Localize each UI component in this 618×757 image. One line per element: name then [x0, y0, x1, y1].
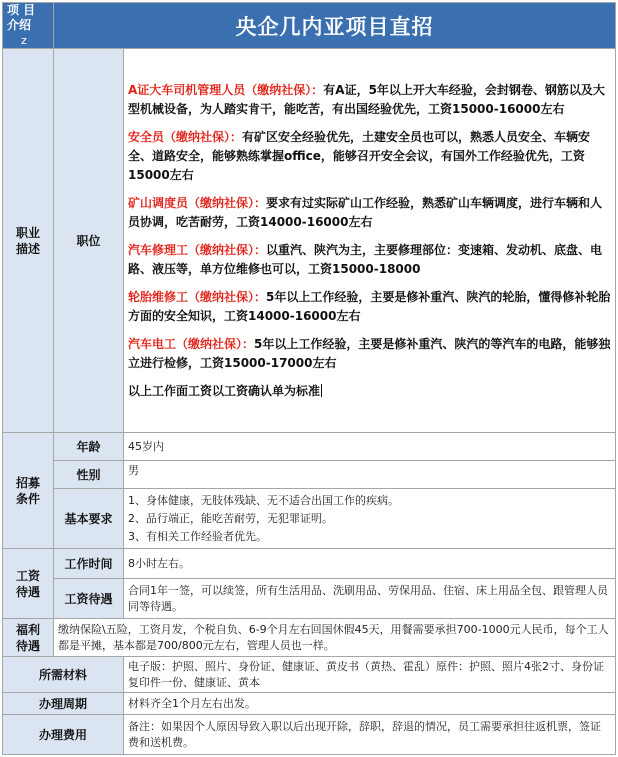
gender-value: 男 [124, 461, 616, 489]
cycle-row [3, 693, 616, 715]
header-left-cell [3, 3, 54, 49]
salary-footnote-text: 以上工作面工资以工资确认单为标准 [128, 383, 321, 398]
position-label: 职位 [54, 49, 124, 433]
welfare-row [3, 619, 616, 657]
job-desc: 5年以上工作经验，主要是修补重汽、陕汽的轮胎，懂得修补轮胎方面的安全知识，工资14000-16000左右 [128, 289, 611, 323]
job-desc: 有A证，5年以上开大车经验，会封钢卷、钢筋以及大型机械设备，为人踏实肯干，能吃苦，有出国经验优先，工资15000-16000左右 [128, 82, 605, 116]
job-title: 安全员（缴纳社保）： [128, 129, 243, 144]
work-hours-value: 8小时左右。 [124, 549, 616, 579]
welfare-value: 缴纳保险\五险，工资月发，个税自负、6-9个月左右回国休假45天，用餐需要承担700-1000元人民币，每个工人都是平摊，基本都是700/800元左右，管理人员也一样。 [54, 619, 616, 657]
recruit-label-line1: 招募 [15, 475, 40, 490]
job-item [128, 241, 611, 279]
job-item [128, 128, 611, 185]
job-desc: 要求有过实际矿山工作经验，熟悉矿山车辆调度，进行车辆和人员协调，吃苦耐劳，工资14000-16000左右 [128, 195, 603, 229]
fees-row [3, 715, 616, 755]
requirement-item: 3、有相关工作经验者优先。 [128, 529, 267, 543]
cycle-value: 材料齐全1个月左右出发。 [124, 693, 616, 715]
job-title: 轮胎维修工（缴纳社保）： [128, 289, 267, 304]
age-value: 45岁内 [124, 433, 616, 461]
page-title: 央企几内亚项目直招 [54, 3, 616, 49]
job-title: 汽车修理工（缴纳社保）： [128, 242, 267, 257]
job-section-label-line2: 描述 [15, 241, 40, 256]
salary-treatment-row [3, 579, 616, 619]
header-left-mark: z [21, 34, 27, 47]
fees-value: 备注：如果因个人原因导致入职以后出现开除，辞职，辞退的情况，员工需要承担往返机票，签证费和送机费。 [124, 715, 616, 755]
job-item [128, 81, 611, 119]
basic-requirements [124, 489, 616, 549]
gender-label: 性别 [54, 461, 124, 489]
materials-value: 电子版：护照、照片、身份证、健康证、黄皮书（黄热、霍乱）原件：护照、照片4张2寸、身份证复印件一份、健康证、黄本 [124, 657, 616, 693]
salary-label [3, 549, 54, 619]
job-item [128, 194, 611, 232]
recruit-gender-row [3, 461, 616, 489]
header-left-line2: 介绍 [7, 18, 32, 32]
job-title: 汽车电工（缴纳社保）： [128, 336, 255, 351]
work-hours-label: 工作时间 [54, 549, 124, 579]
job-descriptions [124, 49, 616, 433]
salary-footnote [128, 382, 611, 401]
job-desc: 以重汽、陕汽为主，主要修理部位：变速箱、发动机、底盘、电路、液压等，单方位维修也可以，工资15000-18000 [128, 242, 603, 276]
salary-label-line1: 工资 [15, 568, 40, 583]
recruit-label-line2: 条件 [15, 491, 40, 506]
job-title: 矿山调度员（缴纳社保）： [128, 195, 267, 210]
welfare-label-line1: 福利 [15, 622, 40, 637]
welfare-label-line2: 待遇 [15, 638, 40, 653]
recruit-basic-row [3, 489, 616, 549]
job-item [128, 335, 611, 373]
cycle-label: 办理周期 [3, 693, 124, 715]
job-desc: 5年以上工作经验，主要是修补重汽、陕汽的等汽车的电路，能够独立进行检修，工资15000-17000左右 [128, 336, 611, 370]
text-cursor [321, 384, 322, 397]
recruit-label [3, 433, 54, 549]
header-left-line1: 项 目 [7, 3, 36, 17]
materials-label: 所需材料 [3, 657, 124, 693]
treatment-value: 合同1年一签，可以续签，所有生活用品、洗刷用品、劳保用品、住宿、床上用品全包、跟管理人员同等待遇。 [124, 579, 616, 619]
salary-label-line2: 待遇 [15, 584, 40, 599]
fees-label: 办理费用 [3, 715, 124, 755]
job-section-label [3, 49, 54, 433]
requirement-item: 2、品行端正，能吃苦耐劳，无犯罪证明。 [128, 511, 333, 525]
job-item [128, 288, 611, 326]
requirement-item: 1、身体健康，无肢体残缺、无不适合出国工作的疾病。 [128, 493, 399, 507]
job-title: A证大车司机管理人员（缴纳社保）： [128, 82, 324, 97]
welfare-label [3, 619, 54, 657]
materials-row [3, 657, 616, 693]
salary-hours-row [3, 549, 616, 579]
job-posting-table [2, 2, 616, 755]
job-row [3, 49, 616, 433]
treatment-label: 工资待遇 [54, 579, 124, 619]
header-row [3, 3, 616, 49]
basic-requirements-label: 基本要求 [54, 489, 124, 549]
age-label: 年龄 [54, 433, 124, 461]
recruit-age-row [3, 433, 616, 461]
job-section-label-line1: 职业 [15, 225, 40, 240]
job-desc: 有矿区安全经验优先，土建安全员也可以，熟悉人员安全、车辆安全、道路安全，能够熟练掌握office，能够召开安全会议，有国外工作经验优先，工资15000左右 [128, 129, 591, 182]
